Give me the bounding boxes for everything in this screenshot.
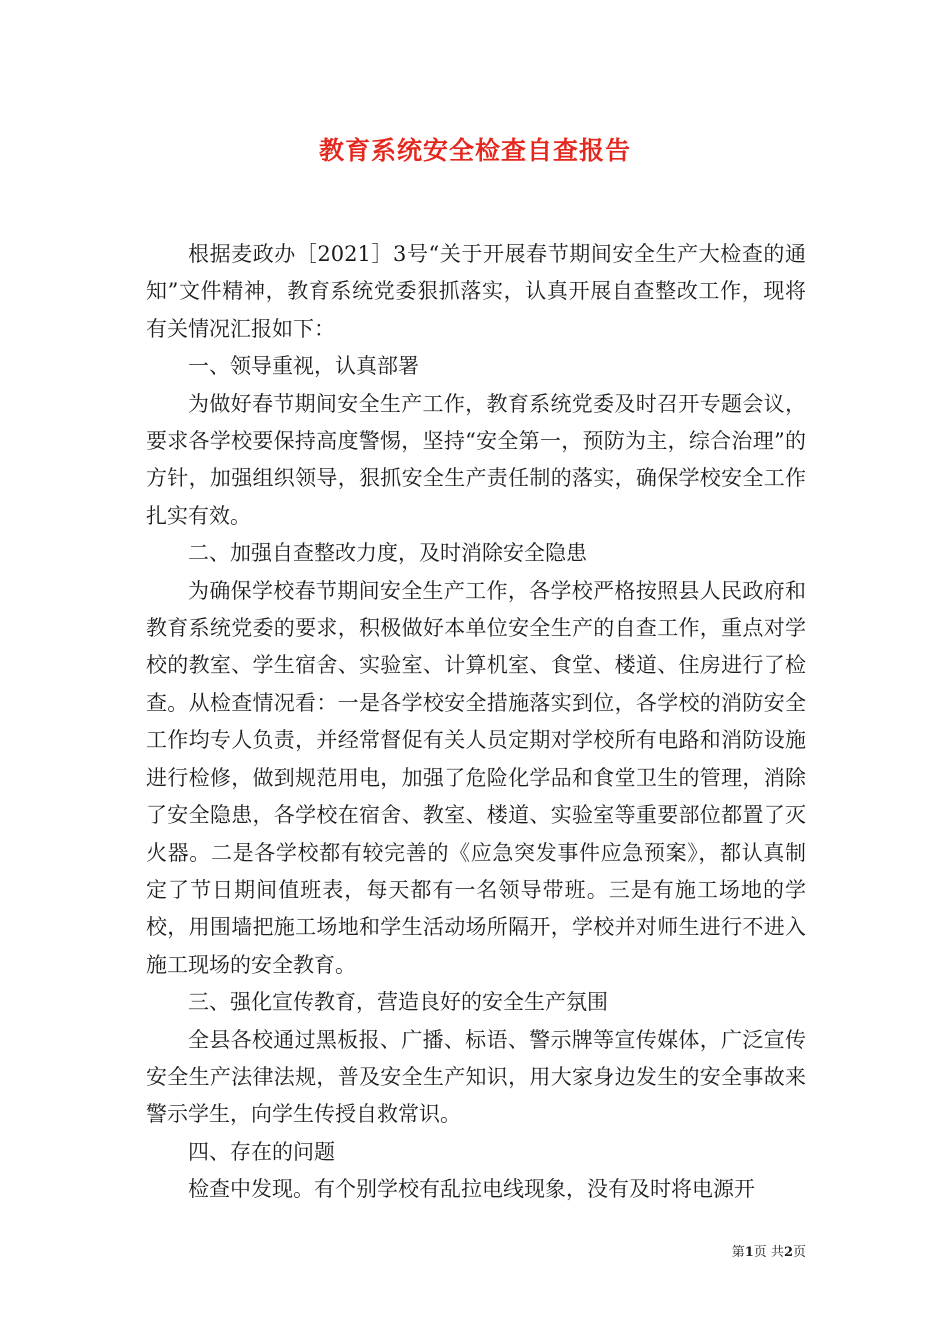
paragraph-intro: 根据麦政办［2021］3号“关于开展春节期间安全生产大检查的通知”文件精神，教育系统党委狠抓落实，认真开展自查整改工作，现将有关情况汇报如下： <box>146 242 806 341</box>
section-heading-1: 一、领导重视，认真部署 <box>188 354 419 379</box>
page-number-footer <box>700 1244 806 1262</box>
footer-suffix: 页 <box>792 1245 806 1260</box>
section-heading-3: 三、强化宣传教育，营造良好的安全生产氛围 <box>188 990 608 1015</box>
paragraph-section-2: 为确保学校春节期间安全生产工作，各学校严格按照县人民政府和教育系统党委的要求，积极做好本单位安全生产的自查工作，重点对学校的教室、学生宿舍、实验室、计算机室、食堂、楼道、住房进行了检查。从检查情况看：一是各学校安全措施落实到位，各学校的消防安全工作均专人负责，并经常督促有关人员定期对学校所有电路和消防设施进行检修，做到规范用电，加强了危险化学品和食堂卫生的管理，消除了安全隐患，各学校在宿舍、教室、楼道、实验室等重要部位都置了灭火器。二是各学校都有较完善的《应急突发事件应急预案》，都认真制定了节日期间值班表，每天都有一名领导带班。三是有施工场地的学校，用围墙把施工场地和学生活动场所隔开，学校并对师生进行不进入施工现场的安全教育。 <box>146 578 806 977</box>
document-title: 教育系统安全检查自查报告 <box>318 136 631 165</box>
footer-total-pages: 2 <box>783 1245 793 1260</box>
document-body <box>146 236 806 1209</box>
section-heading-4: 四、存在的问题 <box>188 1139 335 1164</box>
footer-prefix: 第 <box>731 1245 745 1260</box>
section-heading-2: 二、加强自查整改力度，及时消除安全隐患 <box>188 541 587 566</box>
paragraph-section-4: 检查中发现。有个别学校有乱拉电线现象，没有及时将电源开 <box>188 1177 755 1202</box>
paragraph-section-3: 全县各校通过黑板报、广播、标语、警示牌等宣传媒体，广泛宣传安全生产法律法规，普及安全生产知识，用大家身边发生的安全事故来警示学生，向学生传授自救常识。 <box>146 1027 806 1127</box>
footer-middle: 页 共 <box>753 1245 784 1260</box>
footer-current-page: 1 <box>744 1245 754 1260</box>
paragraph-section-1: 为做好春节期间安全生产工作，教育系统党委及时召开专题会议，要求各学校要保持高度警惕，坚持“安全第一，预防为主，综合治理”的方针，加强组织领导，狠抓安全生产责任制的落实，确保学校安全工作扎实有效。 <box>146 391 806 528</box>
